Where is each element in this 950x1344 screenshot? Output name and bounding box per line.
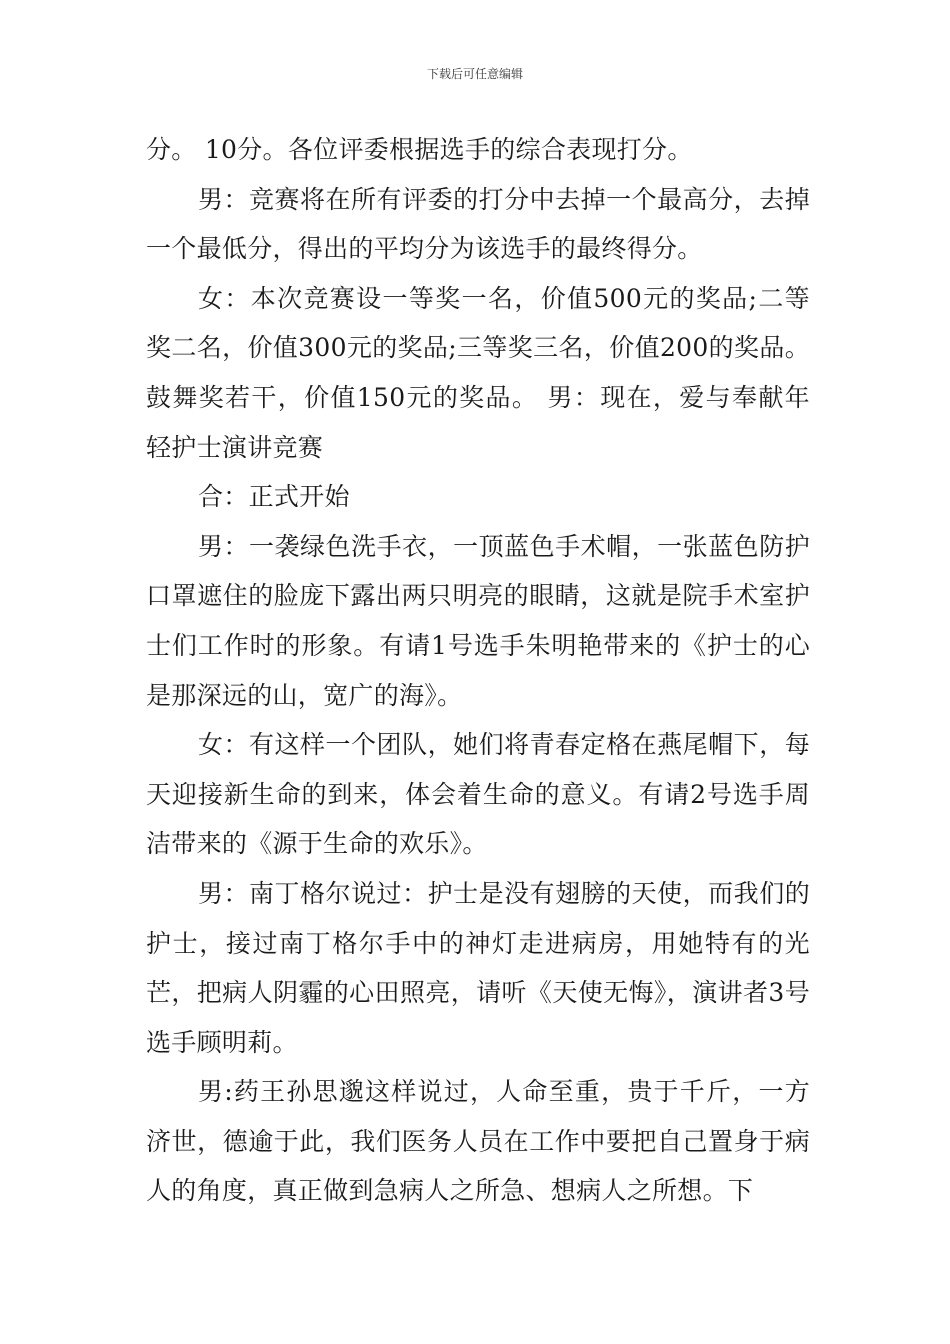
- paragraph: 女：有这样一个团队，她们将青春定格在燕尾帽下，每天迎接新生命的到来，体会着生命的意义。有请2号选手周洁带来的《源于生命的欢乐》。: [146, 730, 810, 859]
- page-header: 下载后可任意编辑: [426, 67, 523, 81]
- paragraph: 男：一袭绿色洗手衣，一顶蓝色手术帽，一张蓝色防护口罩遮住的脸庞下露出两只明亮的眼睛，这就是院手术室护士们工作时的形象。有请1号选手朱明艳带来的《护士的心是那深远的山，宽广的海》。: [146, 531, 810, 710]
- document-body: [146, 125, 810, 1216]
- paragraph: 合：正式开始: [198, 482, 350, 512]
- paragraph: 男：竞赛将在所有评委的打分中去掉一个最高分，去掉一个最低分，得出的平均分为该选手的最终得分。: [146, 184, 810, 264]
- paragraph: 男：南丁格尔说过：护士是没有翅膀的天使，而我们的护士，接过南丁格尔手中的神灯走进病房，用她特有的光芒，把病人阴霾的心田照亮，请听《天使无悔》，演讲者3号选手顾明莉。: [146, 878, 810, 1057]
- paragraph: 分。 10分。各位评委根据选手的综合表现打分。: [146, 135, 693, 164]
- paragraph: 男:药王孙思邈这样说过，人命至重，贵于千斤，一方济世，德逾于此，我们医务人员在工作中要把自己置身于病人的角度，真正做到急病人之所急、想病人之所想。下: [146, 1077, 810, 1206]
- paragraph: 女：本次竞赛设一等奖一名，价值500元的奖品;二等奖二名，价值300元的奖品;三等奖三名，价值200的奖品。鼓舞奖若干，价值150元的奖品。 男：现在，爱与奉献年轻护士演讲竞赛: [146, 283, 810, 462]
